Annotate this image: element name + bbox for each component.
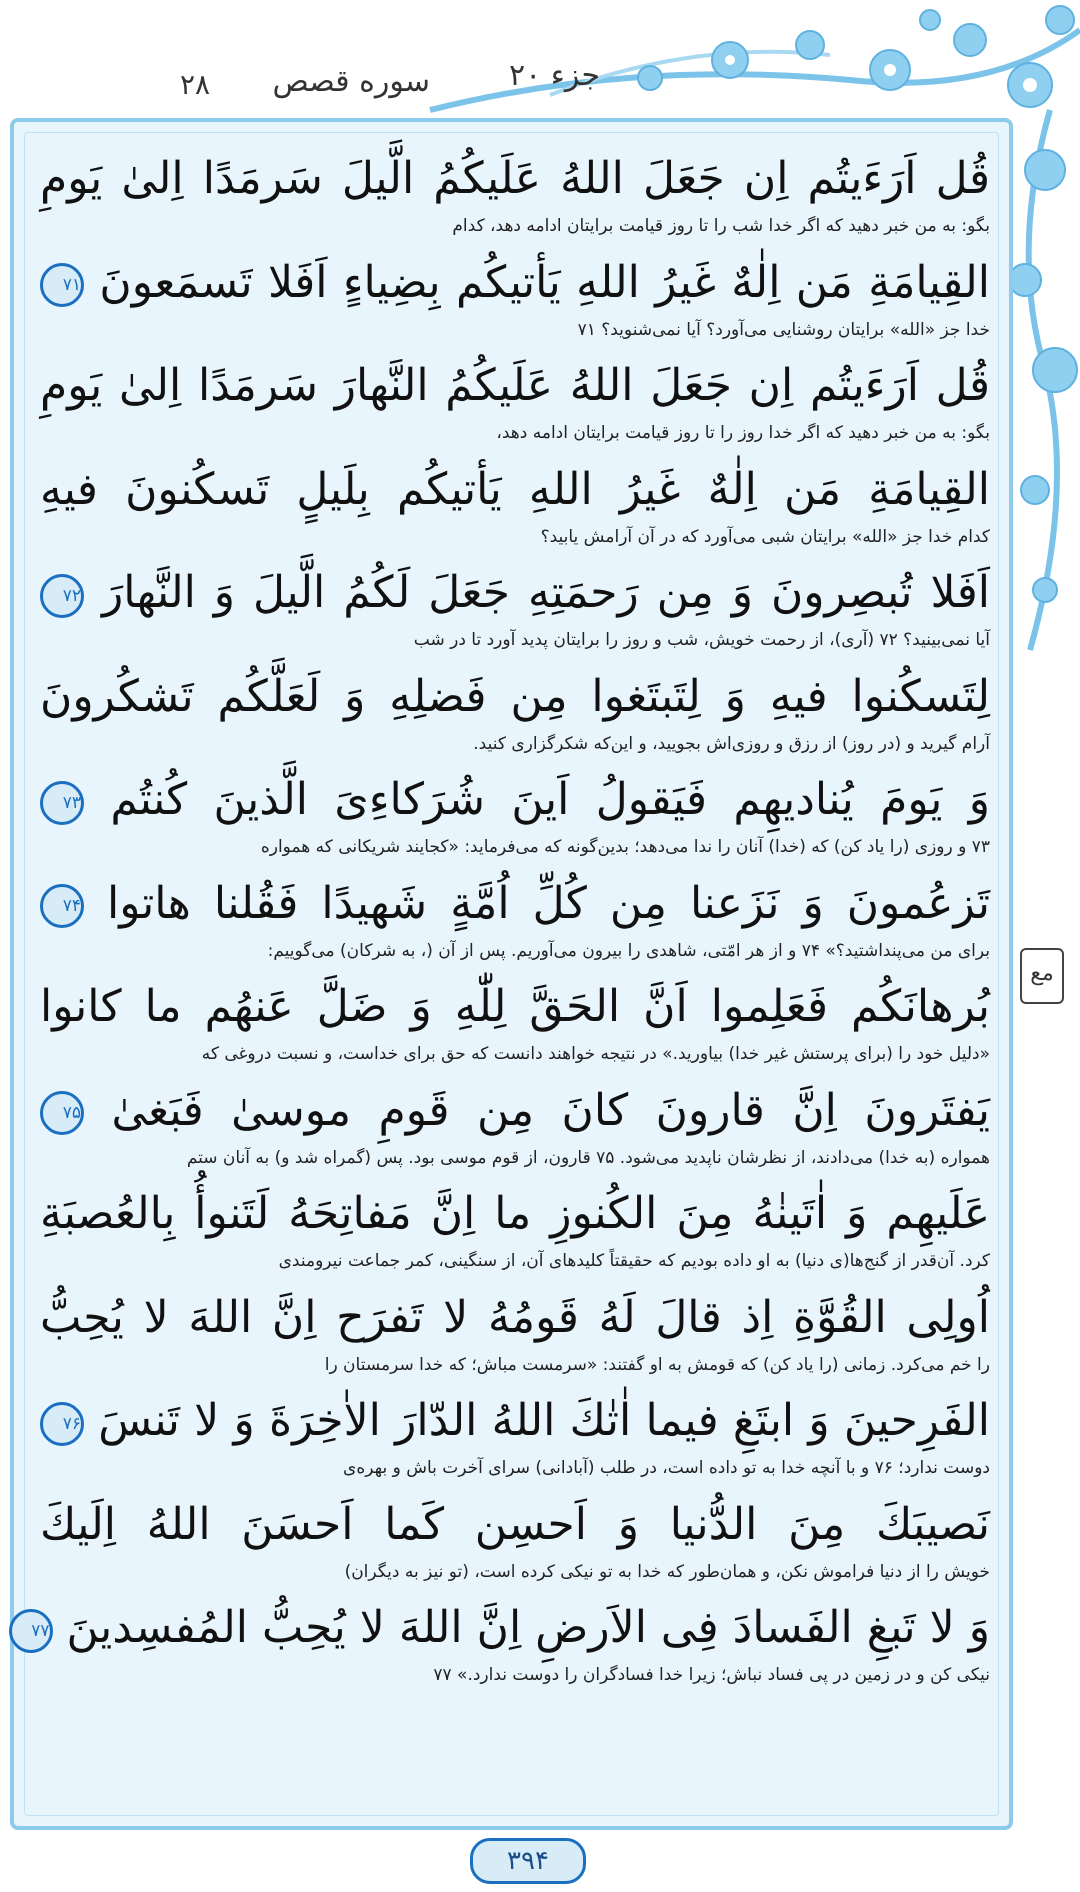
arabic-text [40,769,990,831]
page-number: ۳۹۴ [470,1838,586,1884]
ayah-number-marker: ۷۶ [40,1402,84,1446]
arabic-verse-text: وَ لا تَبغِ الفَسادَ فِى الاَرضِ اِنَّ اللهَ لا يُحِبُّ المُفسِدينَ [66,1602,990,1653]
ayah-number-marker: ۷۱ [40,263,84,307]
arabic-verse-text: اَفَلا تُبصِرونَ وَ مِن رَحمَتِهِ جَعَلَ لَكُمُ الَّيلَ وَ النَّهارَ [101,567,990,618]
ayah-number-marker: ۷۴ [40,884,84,928]
arabic-verse-text: القِيامَةِ مَن اِلٰهٌ غَيرُ اللهِ يَأتيكُم بِلَيلٍ تَسكُنونَ فيهِ [40,463,990,515]
arabic-verse-text: تَزعُمونَ وَ نَزَعنا مِن كُلِّ اُمَّةٍ شَهيدًا فَقُلنا هاتوا [107,877,990,929]
ayah-number-marker: ۷۷ [9,1609,53,1653]
persian-translation: را خم می‌کرد. زمانی (را یاد کن) که قومش به او گفتند: «سرمست مباش؛ که خدا سرمستان را [324,1354,990,1375]
verse-line [40,658,990,762]
persian-translation: بگو: به من خبر دهید که اگر خدا روز را تا روز قیامت برایتان ادامه دهد، [496,423,990,443]
persian-translation: برای من می‌پنداشتید؟» ۷۴ و از هر امّتی، شاهدی را بیرون می‌آوریم. پس از آن (، به شرکان) می‌گوییم: [267,940,990,961]
surah-number: ۲۸ [180,68,211,101]
arabic-text [40,148,990,210]
verse-line [40,1279,990,1383]
arabic-text [40,1494,990,1556]
verse-line [40,865,990,969]
arabic-verse-text: الفَرِحينَ وَ ابتَغِ فيما اٰتٰكَ اللهُ الدّارَ الاٰخِرَةَ وَ لا تَنسَ [98,1395,990,1446]
verse-line [40,1072,990,1176]
verse-line [40,761,990,865]
arabic-verse-text: لِتَسكُنوا فيهِ وَ لِتَبتَغوا مِن فَضلِهِ وَ لَعَلَّكُم تَشكُرونَ [40,670,990,722]
verse-lines [31,140,990,1693]
verse-line [40,968,990,1072]
persian-translation: کرد. آن‌قدر از گنج‌ها(ی دنیا) به او داده بودیم که حقیقتاً کلیدهای آن، از سنگینی، کمر جماعت نیرومندی [278,1251,990,1271]
arabic-verse-text: بُرهانَكُم فَعَلِموا اَنَّ الحَقَّ لِلّٰهِ وَ ضَلَّ عَنهُم ما كانوا [40,981,990,1032]
verse-line [40,347,990,451]
arabic-text [40,459,990,521]
arabic-text [40,1287,990,1349]
verse-line [40,451,990,555]
persian-translation: خدا جز «الله» برایتان روشنایی می‌آورد؟ آیا نمی‌شنوید؟ ۷۱ [577,319,990,340]
arabic-verse-text: نَصيبَكَ مِنَ الدُّنيا وَ اَحسِن كَما اَحسَنَ اللهُ اِلَيكَ [40,1498,990,1550]
ayah-number-marker: ۷۲ [40,574,84,618]
verse-line [40,554,990,658]
arabic-verse-text: عَلَيهِم وَ اٰتَينٰهُ مِنَ الكُنوزِ ما اِنَّ مَفاتِحَهُ لَتَنوأُ بِالعُصبَةِ [40,1188,990,1239]
arabic-text [40,355,990,417]
verse-line [40,1382,990,1486]
arabic-verse-text: قُل اَرَءَيتُم اِن جَعَلَ اللهُ عَلَيكُمُ الَّيلَ سَرمَدًا اِلىٰ يَومِ [40,153,990,204]
arabic-verse-text: اُولِى القُوَّةِ اِذ قالَ لَهُ قَومُهُ لا تَفرَح اِنَّ اللهَ لا يُحِبُّ [40,1291,990,1343]
arabic-verse-text: القِيامَةِ مَن اِلٰهٌ غَيرُ اللهِ يَأتيكُم بِضِياءٍ اَفَلا تَسمَعونَ [99,256,990,308]
persian-translation: نیکی کن و در زمین در پی فساد نباش؛ زیرا خدا فسادگران را دوست ندارد.» ۷۷ [433,1665,990,1685]
arabic-text [31,1597,990,1659]
arabic-verse-text: قُل اَرَءَيتُم اِن جَعَلَ اللهُ عَلَيكُمُ النَّهارَ سَرمَدًا اِلىٰ يَومِ [40,360,990,411]
arabic-text [40,1080,990,1142]
verse-line [40,1486,990,1590]
surah-name: سوره قصص [272,64,430,99]
persian-translation: خویش را از دنیا فراموش نکن، و همان‌طور که خدا به تو نیکی کرده است، (تو نیز به دیگران) [344,1561,990,1582]
persian-translation: بگو: به من خبر دهید که اگر خدا شب را تا روز قیامت برایتان ادامه دهد، کدام [452,216,990,236]
arabic-text [40,873,990,935]
persian-translation: همواره (به خدا) می‌دادند، از نظرشان ناپدید می‌شود. ۷۵ قارون، از قوم موسی بود. پس (گمراه شد و) به آنان ستم [186,1147,990,1168]
ayah-number-marker: ۷۵ [40,1091,84,1135]
juz-label: جزء ۲۰ [509,58,600,93]
persian-translation: کدام خدا جز «الله» برایتان شبی می‌آورد که در آن آرامش یابید؟ [540,526,990,547]
arabic-text [40,252,990,314]
verse-line [31,1589,990,1693]
arabic-text [40,562,990,624]
section-marker: مع [1020,948,1064,1004]
persian-translation: آیا نمی‌بینید؟ ۷۲ (آری)، از رحمت خویش، شب و روز را برایتان پدید آورد تا در شب [413,630,990,650]
arabic-text [40,666,990,728]
verse-line [40,140,990,244]
verse-line [40,1175,990,1279]
persian-translation: آرام گیرید و (در روز) از رزق و روزی‌اش بجویید، و این‌که شکرگزاری کنید. [473,733,990,754]
arabic-text [40,976,990,1038]
persian-translation: «دلیل خود را (برای پرستش غیر خدا) بیاورید.» در نتیجه خواهند دانست که حق برای خداست، و نسبت دروغی که [201,1044,990,1064]
arabic-verse-text: وَ يَومَ يُناديهِم فَيَقولُ اَينَ شُرَكاءِىَ الَّذينَ كُنتُم [110,774,990,825]
page-header [180,58,600,102]
persian-translation: ۷۳ و روزی (را یاد کن) که (خدا) آنان را ندا می‌دهد؛ بدین‌گونه که می‌فرماید: «کجایند شریکانی که همواره [260,837,990,857]
verse-line [40,244,990,348]
ayah-number-marker: ۷۳ [40,781,84,825]
arabic-text [40,1183,990,1245]
persian-translation: دوست ندارد؛ ۷۶ و با آنچه خدا به تو داده است، در طلب (آبادانی) سرای آخرت باش و بهره‌ی [343,1458,990,1478]
arabic-verse-text: يَفتَرونَ اِنَّ قارونَ كانَ مِن قَومِ موسىٰ فَبَغىٰ [111,1084,990,1136]
arabic-text [40,1390,990,1452]
